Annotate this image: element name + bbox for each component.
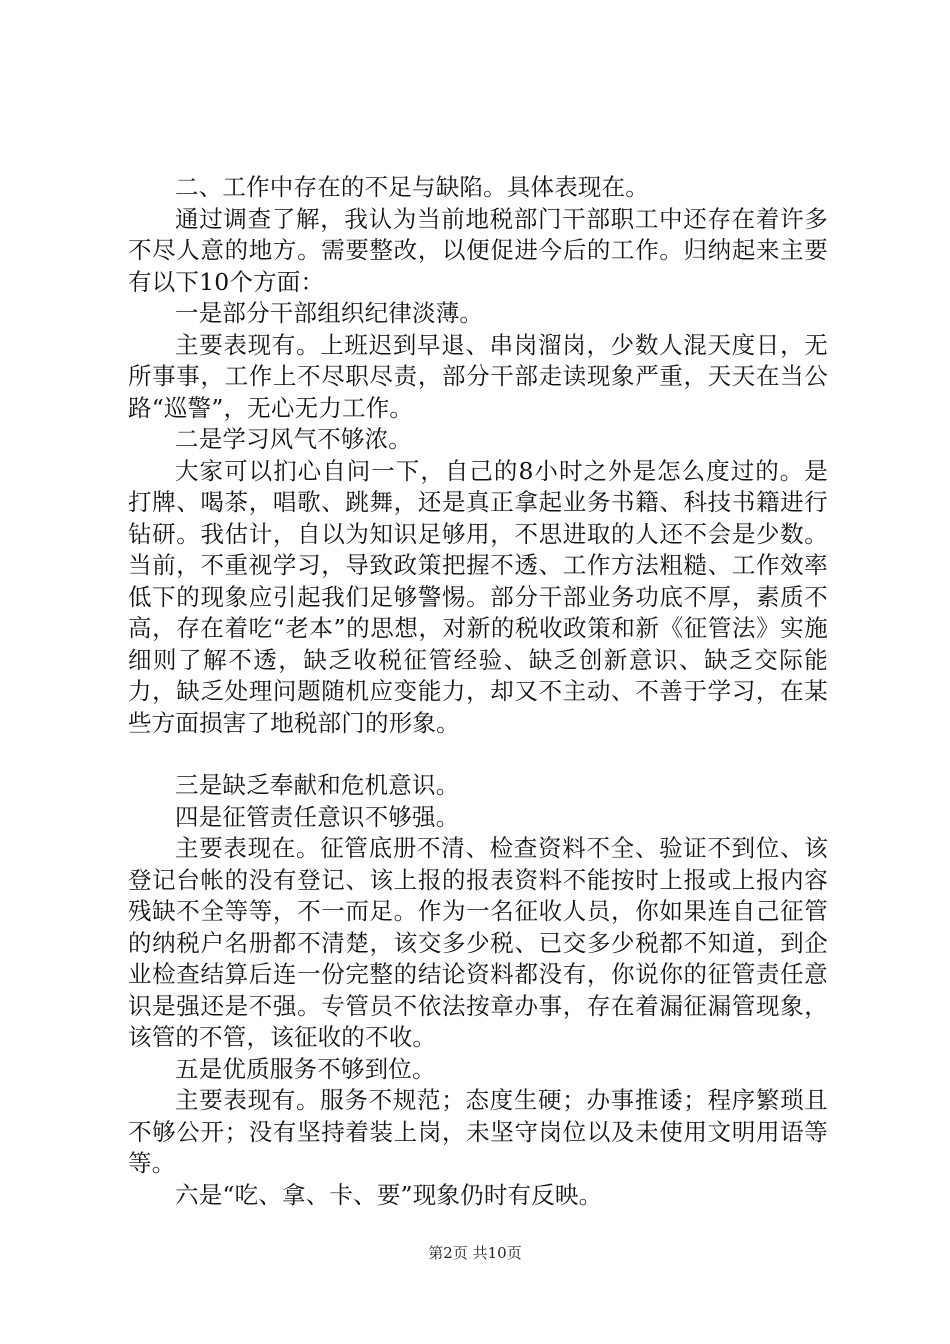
- point-heading-6: 六是“吃、拿、卡、要”现象仍时有反映。: [175, 1180, 603, 1209]
- point-heading-2: 二是学习风气不够浓。: [175, 425, 412, 453]
- point-heading-1: 一是部分干部组织纪律淡薄。: [175, 299, 484, 327]
- point-detail-1: 主要表现有。上班迟到早退、串岗溜岗，少数人混天度日，无所事事，工作上不尽职尽责，部分干部走读现象严重，天天在当公路“巡警”，无心无力工作。: [128, 330, 828, 422]
- point-heading-4: 四是征管责任意识不够强。: [175, 802, 460, 831]
- point-detail-4: 主要表现在。征管底册不清、检查资料不全、验证不到位、该登记台帐的没有登记、该上报的报表资料不能按时上报或上报内容残缺不全等等，不一而足。作为一名征收人员，你如果连自己征管的纳税户名册都不清楚，该交多少税、已交多少税都不知道，到企业检查结算后连一份完整的结论资料都没有，你说你的征管责任意识是强还是不强。专管员不依法按章办事，存在着漏征漏管现象，该管的不管，该征收的不收。: [128, 834, 828, 1051]
- page-number-footer: 第2页 共10页: [428, 1244, 522, 1262]
- point-detail-2: 大家可以扪心自问一下，自己的8小时之外是怎么度过的。是打牌、喝茶，唱歌、跳舞，还是真正拿起业务书籍、科技书籍进行钻研。我估计，自以为知识足够用，不思进取的人还不会是少数。当前，不重视学习，导致政策把握不透、工作方法粗糙、工作效率低下的现象应引起我们足够警惕。部分干部业务功底不厚，素质不高，存在着吃“老本”的思想，对新的税收政策和新《征管法》实施细则了解不透，缺乏收税征管经验、缺乏创新意识、缺乏交际能力，缺乏处理问题随机应变能力，却又不主动、不善于学习，在某些方面损害了地税部门的形象。: [128, 456, 828, 737]
- document-body: [128, 172, 828, 1211]
- intro-paragraph: 通过调查了解，我认为当前地税部门干部职工中还存在着许多不尽人意的地方。需要整改，以便促进今后的工作。归纳起来主要有以下10个方面：: [128, 204, 828, 296]
- point-heading-5: 五是优质服务不够到位。: [175, 1054, 436, 1083]
- section-heading: 二、工作中存在的不足与缺陷。具体表现在。: [175, 173, 649, 201]
- point-heading-3: 三是缺乏奉献和危机意识。: [175, 771, 460, 799]
- point-detail-5: 主要表现有。服务不规范；态度生硬；办事推诿；程序繁琐且不够公开；没有坚持着装上岗，未坚守岗位以及未使用文明用语等等。: [128, 1086, 828, 1177]
